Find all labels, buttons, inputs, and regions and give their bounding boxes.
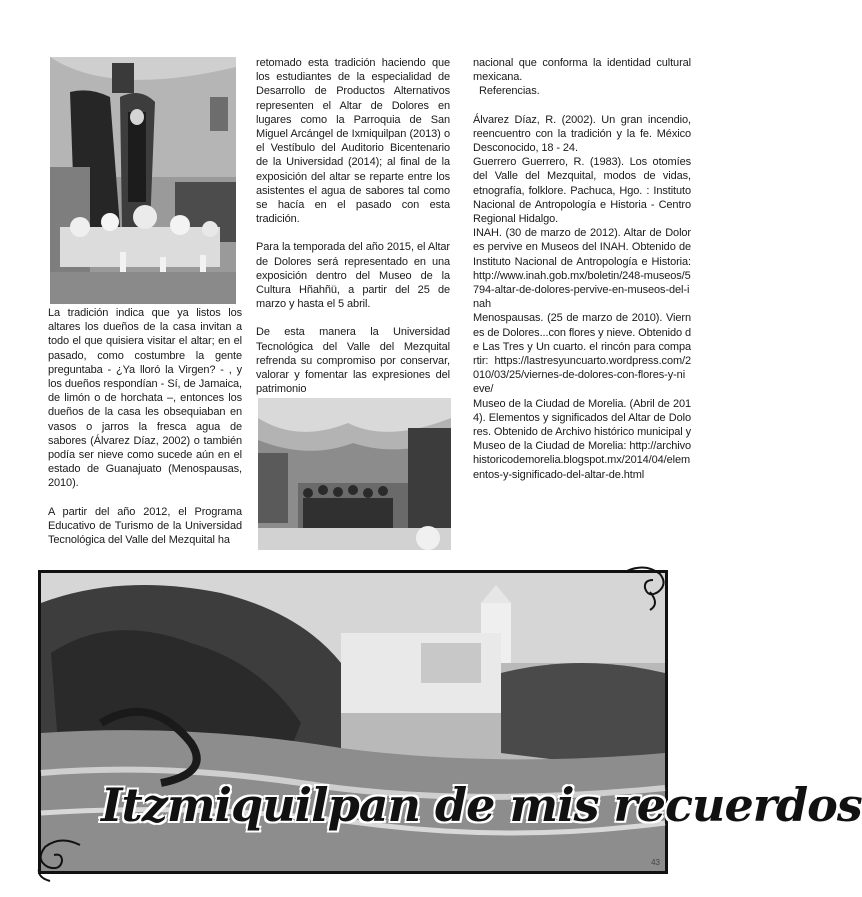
reference-item: Menospausas. (25 de marzo de 2010). Viernes de Dolores...con flores y nieve. Obtenido de Las Tres y Un cuarto. el rincón para compartir: https://lastresyuncuarto.wordpress.com/2010/03/25/viernes-de-dolores-con-flores-y-nieve/	[473, 312, 691, 396]
col2-paragraph-2: Para la temporada del año 2015, el Altar de Dolores será representado en una exposición dentro del Museo de la Cultura Hñahñü, a partir del 25 de marzo y hasta el 5 abril.	[256, 241, 450, 311]
ixmiquilpan-banner	[38, 570, 862, 874]
altar-photo	[50, 57, 236, 304]
col3-paragraph-1: nacional que conforma la identidad cultural mexicana.	[473, 57, 691, 84]
reference-item: Museo de la Ciudad de Morelia. (Abril de 2014). Elementos y significados del Altar de Dolores. Obtenido de Archivo histórico municipal y Museo de la Ciudad de Morelia: http://archivohistoricodemorelia.blogspot.mx/2014/04/elementos-y-significado-del-altar-de.html	[473, 397, 691, 481]
col2-paragraph-3: De esta manera la Universidad Tecnológica del Valle del Mezquital refrenda su compromiso por conservar, valorar y fomentar las expresiones del patrimonio	[256, 326, 450, 396]
column-1	[48, 306, 242, 547]
column-2	[256, 56, 450, 396]
corner-flourish-icon	[620, 562, 670, 612]
banner-title: Itzmiquilpan de mis recuerdos	[101, 778, 862, 832]
reference-item: Guerrero Guerrero, R. (1983). Los otomíes del Valle del Mezquital, modos de vidas, etnografía, folklore. Pachuca, Hgo. : Instituto Nacional de Antropología e Historia - Centro Regional Hidalgo.	[473, 156, 691, 226]
corner-flourish-icon	[30, 835, 90, 885]
reference-item: INAH. (30 de marzo de 2012). Altar de Dolores pervive en Museos del INAH. Obtenido de Instituto Nacional de Antropología e Historia: http://www.inah.gob.mx/boletin/248-museos/5794-altar-de-dolores-pervive-en-museos-del-inah	[473, 227, 691, 311]
references-heading: Referencias.	[479, 85, 540, 98]
reference-item: Álvarez Díaz, R. (2002). Un gran incendio, reencuentro con la tradición y la fe. México Desconocido, 18 - 24.	[473, 113, 691, 155]
col2-paragraph-1: retomado esta tradición haciendo que los estudiantes de la especialidad de Desarrollo de Productos Alternativos representen el Altar de Dolores en lugares como la Parroquia de San Miguel Arcángel de Ixmiquilpan (2013) o el Vestíbulo del Auditorio Bicentenario de la Universidad (2014); al final de la exposición del altar se reparte entre los asistentes el agua de sabores tal como se hacía en el pasado con esta tradición.	[256, 57, 450, 226]
column-3	[473, 56, 691, 482]
museum-photo	[258, 398, 451, 550]
col1-paragraph-2: A partir del año 2012, el Programa Educativo de Turismo de la Universidad Tecnológica del Valle del Mezquital ha	[48, 505, 242, 547]
page-number: 43	[651, 858, 660, 867]
col1-paragraph-1: La tradición indica que ya listos los altares los dueños de la casa invitan a todo el que quisiera visitar el altar; en el pasado, como costumbre la gente preguntaba - ¿Ya lloró la Virgen? - , y los dueños respondían - Sí, de Jamaica, de limón o de horchata –, entonces los dueños de la casa les obsequiaban en vasos o jarros la fresca agua de sabores (Álvarez Díaz, 2002) o también podía ser nieve como sucede aún en el estado de Guanajuato (Menospausas, 2010).	[48, 307, 242, 490]
